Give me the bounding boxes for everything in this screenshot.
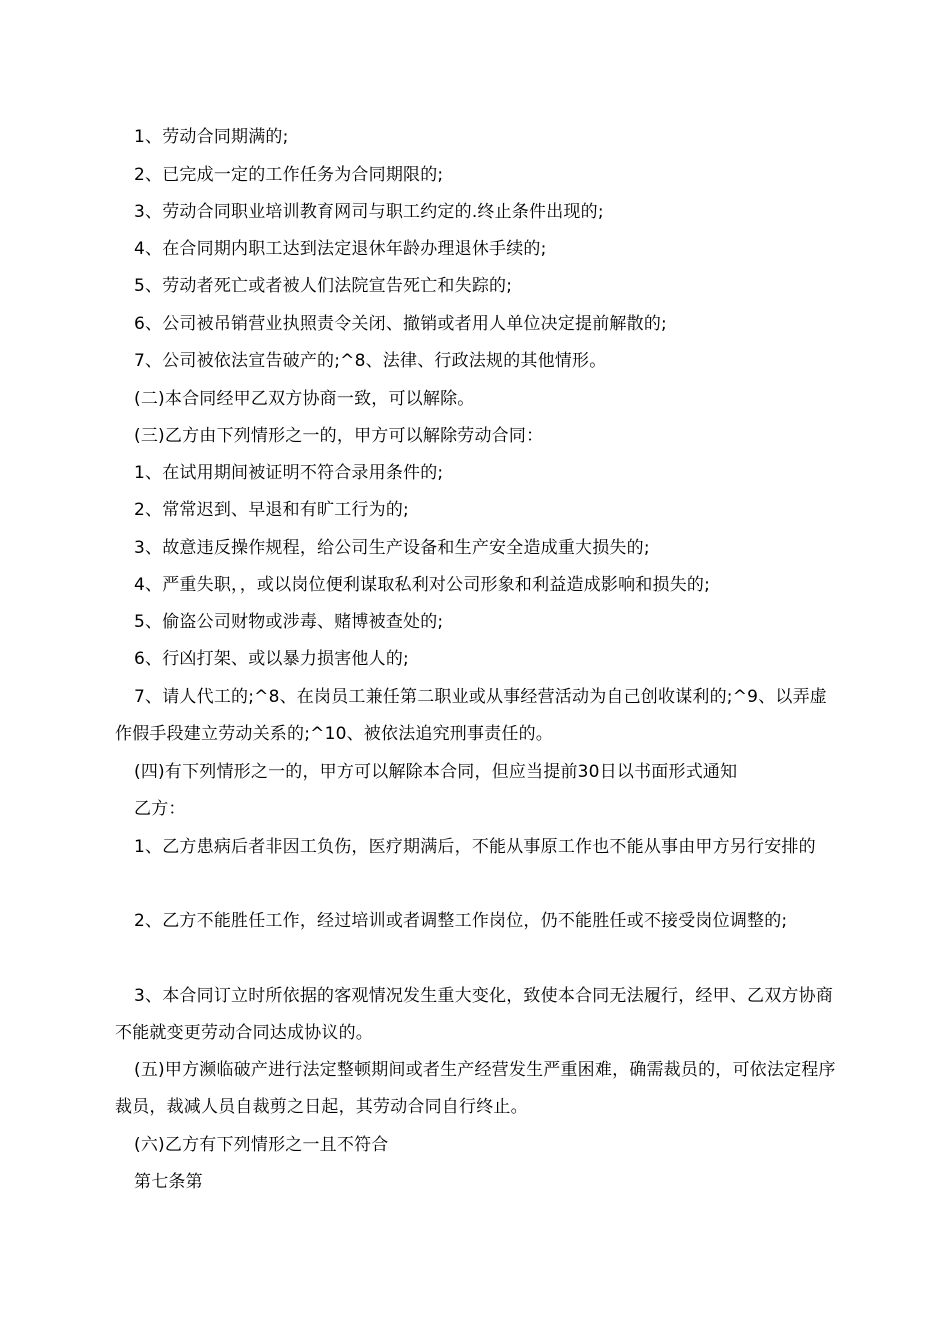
clause-item: 1、在试用期间被证明不符合录用条件的; [134,463,444,483]
clause-item: 2、常常迟到、早退和有旷工行为的; [134,500,409,520]
clause-item: 7、请人代工的;^8、在岗员工兼任第二职业或从事经营活动为自己创收谋利的;^9、以弄虚作假手段建立劳动关系的;^10、被依法追究刑事责任的。 [115,687,827,744]
clause-item: 2、乙方不能胜任工作，经过培训或者调整工作岗位，仍不能胜任或不接受岗位调整的; [134,911,788,931]
clause-item: 3、劳动合同职业培训教育网司与职工约定的.终止条件出现的; [134,202,604,222]
clause-item: 5、偷盗公司财物或涉毒、赌博被查处的; [134,612,444,632]
clause-item: 3、本合同订立时所依据的客观情况发生重大变化，致使本合同无法履行，经甲、乙双方协商不能就变更劳动合同达成协议的。 [115,986,834,1043]
section-heading: (六)乙方有下列情形之一且不符合 [134,1135,389,1155]
clause-item: 4、严重失职，，或以岗位便利谋取私利对公司形象和利益造成影响和损失的; [134,575,711,595]
clause-item: 7、公司被依法宣告破产的;^8、法律、行政法规的其他情形。 [134,351,607,371]
clause-item: 1、乙方患病后者非因工负伤，医疗期满后，不能从事原工作也不能从事由甲方另行安排的 [134,837,816,857]
section-heading: (二)本合同经甲乙双方协商一致，可以解除。 [134,389,475,409]
clause-item: 4、在合同期内职工达到法定退休年龄办理退休手续的; [134,239,547,259]
clause-item: 6、公司被吊销营业执照责令关闭、撤销或者用人单位决定提前解散的; [134,314,667,334]
section-heading: (五)甲方濒临破产进行法定整顿期间或者生产经营发生严重困难，确需裁员的，可依法定程序裁员，裁减人员自裁剪之日起，其劳动合同自行终止。 [115,1060,836,1117]
article-heading: 第七条第 [134,1172,203,1192]
clause-item: 5、劳动者死亡或者被人们法院宣告死亡和失踪的; [134,276,513,296]
clause-item: 1、劳动合同期满的; [134,127,289,147]
clause-item: 3、故意违反操作规程，给公司生产设备和生产安全造成重大损失的; [134,538,650,558]
clause-item: 2、已完成一定的工作任务为合同期限的; [134,165,444,185]
section-heading: (三)乙方由下列情形之一的，甲方可以解除劳动合同： [134,426,544,446]
section-heading: (四)有下列情形之一的，甲方可以解除本合同，但应当提前30日以书面形式通知 [134,762,738,782]
section-heading-continued: 乙方： [134,799,186,819]
clause-item: 6、行凶打架、或以暴力损害他人的; [134,649,409,669]
